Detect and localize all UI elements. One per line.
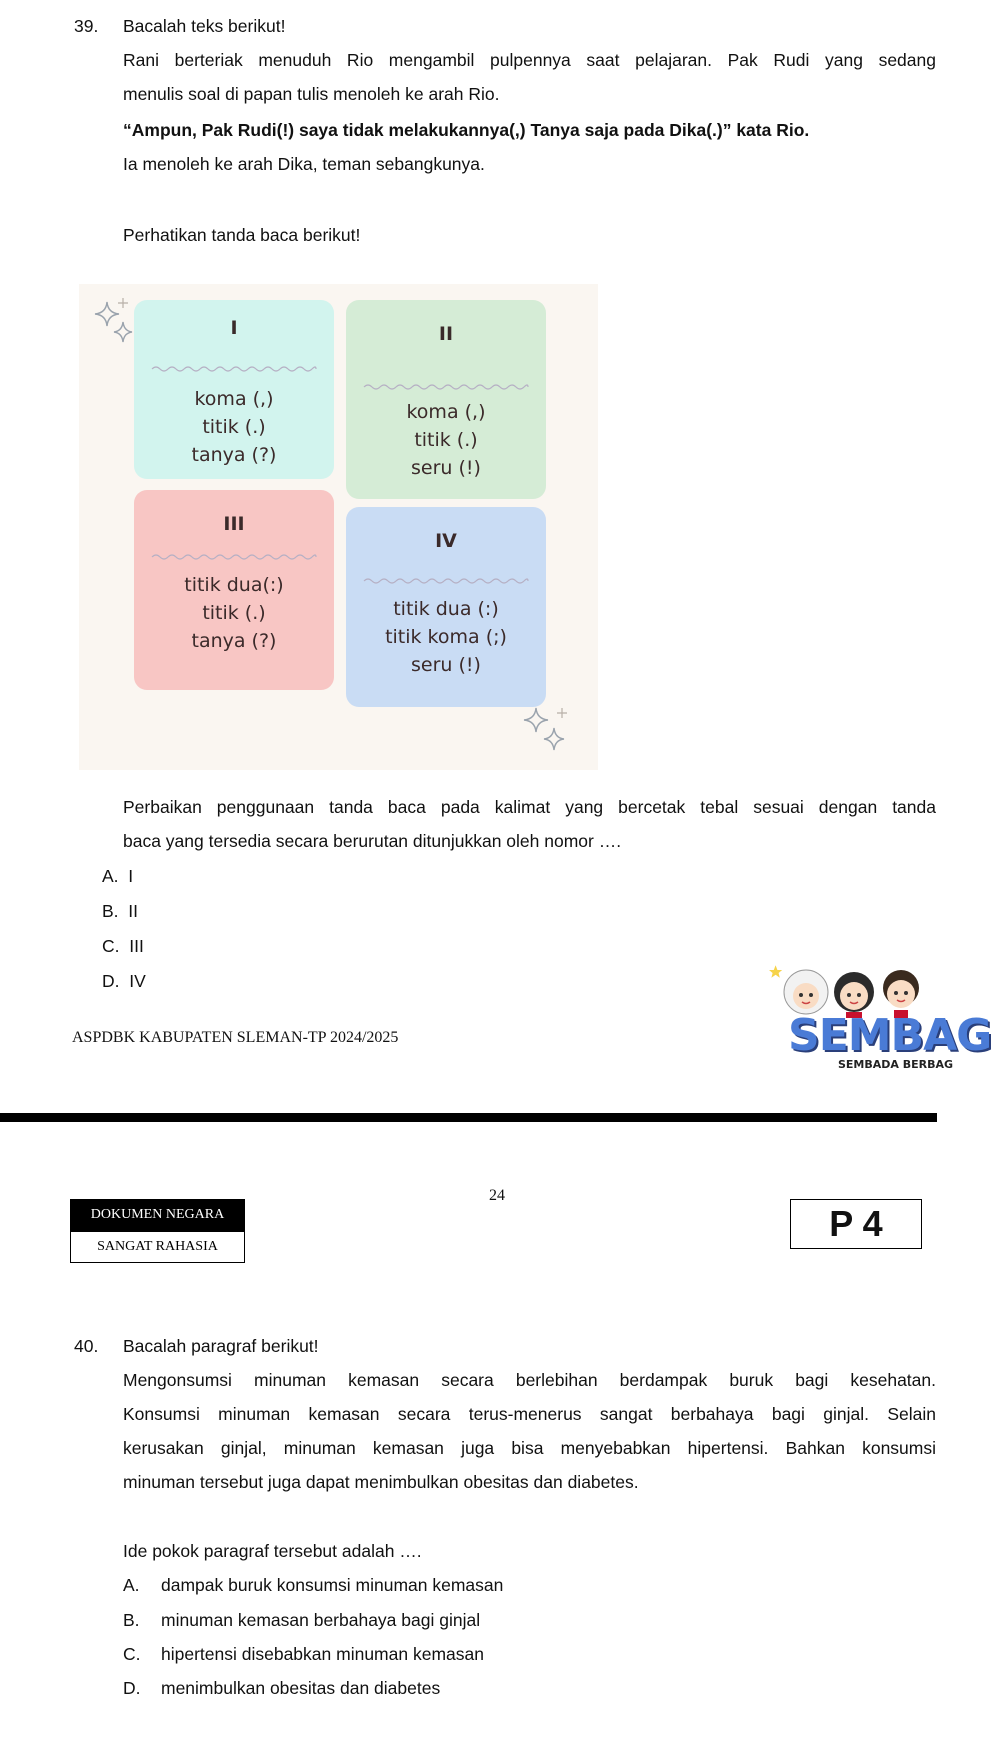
answer-option-b[interactable] — [102, 894, 138, 928]
option-text: dampak buruk konsumsi minuman kemasan — [161, 1575, 504, 1595]
question-number: 40. — [74, 1336, 99, 1356]
punctuation-item: titik (.) — [202, 416, 266, 438]
punctuation-item: titik dua (:) — [393, 598, 499, 620]
option-text: minuman kemasan berbahaya bagi ginjal — [161, 1610, 481, 1630]
punctuation-item: titik dua(:) — [184, 574, 284, 596]
page-number: 24 — [489, 1187, 505, 1204]
question-line: baca yang tersedia secara berurutan ditunjukkan oleh nomor …. — [123, 831, 622, 851]
option-text: hipertensi disebabkan minuman kemasan — [161, 1644, 484, 1664]
passage-line: Konsumsi minuman kemasan secara terus-menerus sangat berbahaya bagi ginjal. Selain — [123, 1404, 936, 1424]
sparkle-icon — [522, 704, 568, 762]
passage-line: kerusakan ginjal, minuman kemasan juga bisa menyebabkan hipertensi. Bahkan konsumsi — [123, 1438, 936, 1458]
punctuation-card-iv — [346, 507, 546, 707]
wave-divider — [364, 383, 528, 391]
answer-option-d[interactable] — [123, 1671, 440, 1705]
answer-option-c[interactable] — [123, 1637, 484, 1671]
instruction: Bacalah teks berikut! — [123, 16, 286, 36]
punctuation-card-ii — [346, 300, 546, 499]
wave-divider — [364, 577, 528, 585]
option-letter: D. — [123, 1678, 141, 1698]
passage-line: Mengonsumsi minuman kemasan secara berlebihan berdampak buruk bagi kesehatan. — [123, 1370, 936, 1390]
question-prompt: Ide pokok paragraf tersebut adalah …. — [123, 1541, 422, 1561]
punctuation-item: titik (.) — [414, 429, 478, 451]
option-letter: A. — [102, 866, 119, 886]
panel-prompt: Perhatikan tanda baca berikut! — [123, 225, 361, 245]
option-letter: B. — [123, 1610, 140, 1630]
logo-wordmark: SEMBAG — [788, 1010, 991, 1061]
punctuation-item: titik koma (;) — [385, 626, 507, 648]
answer-option-a[interactable] — [123, 1568, 503, 1602]
instruction: Bacalah paragraf berikut! — [123, 1336, 319, 1356]
option-text: I — [128, 866, 134, 886]
punctuation-item: tanya (?) — [191, 630, 277, 652]
punctuation-item: titik (.) — [202, 602, 266, 624]
document-label-bottom: SANGAT RAHASIA — [70, 1231, 245, 1263]
option-letter: C. — [102, 936, 120, 956]
logo-tagline: SEMBADA BERBAG — [838, 1058, 954, 1071]
sparkle-icon — [93, 296, 135, 350]
wave-divider — [152, 553, 316, 561]
answer-option-b[interactable] — [123, 1603, 480, 1637]
punctuation-card-i — [134, 300, 334, 479]
footer-text: ASPDBK KABUPATEN SLEMAN-TP 2024/2025 — [72, 1029, 399, 1046]
card-numeral: II — [438, 323, 454, 345]
package-code: P 4 — [790, 1199, 922, 1249]
punctuation-item: koma (,) — [406, 401, 486, 423]
page-divider — [0, 1113, 937, 1122]
question-line: Perbaikan penggunaan tanda baca pada kalimat yang bercetak tebal sesuai dengan tanda — [123, 797, 936, 817]
passage-line: menulis soal di papan tulis menoleh ke arah Rio. — [123, 84, 500, 104]
kids-illustration-icon — [766, 958, 937, 1018]
option-text: III — [129, 936, 144, 956]
passage-line: Rani berteriak menuduh Rio mengambil pulpennya saat pelajaran. Pak Rudi yang sedang — [123, 50, 936, 70]
card-numeral: I — [230, 317, 238, 339]
bold-quote-sentence: “Ampun, Pak Rudi(!) saya tidak melakukannya(,) Tanya saja pada Dika(.)” kata Rio. — [123, 120, 810, 140]
punctuation-item: seru (!) — [411, 457, 481, 479]
option-letter: B. — [102, 901, 119, 921]
option-text: II — [128, 901, 139, 921]
answer-option-d[interactable] — [102, 964, 146, 998]
punctuation-item: tanya (?) — [191, 444, 277, 466]
card-numeral: III — [223, 513, 245, 535]
punctuation-card-iii — [134, 490, 334, 690]
answer-option-a[interactable] — [102, 859, 133, 893]
question-number: 39. — [74, 16, 99, 36]
answer-option-c[interactable] — [102, 929, 144, 963]
document-label-top: DOKUMEN NEGARA — [70, 1199, 245, 1231]
option-letter: C. — [123, 1644, 141, 1664]
punctuation-item: seru (!) — [411, 654, 481, 676]
passage-line: Ia menoleh ke arah Dika, teman sebangkunya. — [123, 154, 485, 174]
option-letter: A. — [123, 1575, 140, 1595]
card-numeral: IV — [435, 530, 457, 552]
option-text: IV — [129, 971, 146, 991]
punctuation-item: koma (,) — [194, 388, 274, 410]
passage-line: minuman tersebut juga dapat menimbulkan obesitas dan diabetes. — [123, 1472, 639, 1492]
punctuation-panel — [79, 284, 598, 770]
option-letter: D. — [102, 971, 120, 991]
wave-divider — [152, 365, 316, 373]
sembagi-logo — [766, 958, 991, 1073]
option-text: menimbulkan obesitas dan diabetes — [161, 1678, 441, 1698]
